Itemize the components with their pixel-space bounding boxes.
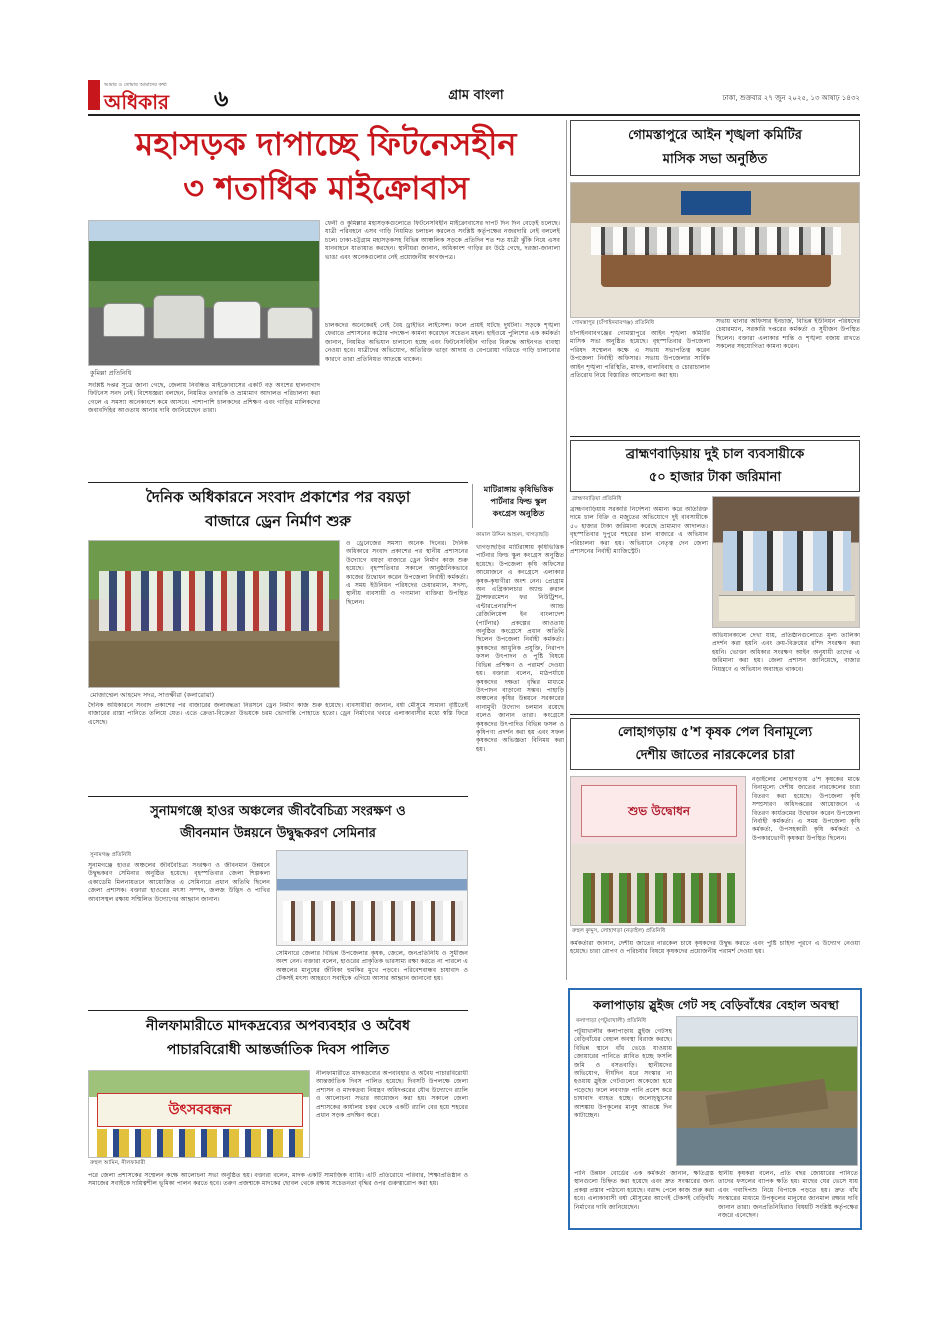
page-number: ৬ (214, 87, 229, 112)
haor-headline-line2: জীবনমান উন্নয়নে উদ্বুদ্ধকরণ সেমিনার (180, 826, 376, 841)
kalapara-photo (676, 1016, 858, 1166)
gomosta-headline-line1: গোমস্তাপুরে আইন শৃঙ্খলা কমিটির (628, 128, 802, 143)
lohagara-headline-line1: লোহাগড়ায় ৫'শ কৃষক পেল বিনামূল্যে (617, 725, 813, 740)
nilphamari-photo-caption: রুহুল আমিন, নীলফামারী (90, 1160, 146, 1166)
lead-body-col1: ফেনী ও কুমিল্লার মহাসড়কগুলোতে ফিটনেসবিহীন মাইক্রোবাসের দাপট দিন দিন বেড়েই চলেছে। যাত্রী পরিবহনে এসব গাড়ি নিয়মিত চলাচল করলেও সংশ্লিষ্ট কর্তৃপক্ষের নজরদারি নেই বললেই চলে। ঢাকা-চট্টগ্রাম মহাসড়কসহ বিভিন্ন আঞ্চলিক সড়কে প্রতিদিন শত শত যাত্রী ঝুঁকি নিয়ে এসব যানবাহনে যাতায়াত করছেন। স্থানীয়রা জানান, অধিকাংশ গাড়ির রং উঠে গেছে, দরজা-জানালা ভাঙা এবং অনেকগুলোর নেই প্রয়োজনীয় কাগজপত্র। (325, 220, 560, 261)
drain-headline-line1: দৈনিক অধিকারনে সংবাদ প্রকাশের পর বয়ড়া (145, 488, 411, 506)
officials (723, 531, 851, 591)
brahman-photo (712, 496, 860, 628)
haor-byline: সুনামগঞ্জ প্রতিনিধি (90, 852, 131, 858)
gomosta-body-col1: চাঁপাইনবাবগঞ্জের গোমস্তাপুরে আইন শৃঙ্খলা কমিটির মাসিক সভা অনুষ্ঠিত হয়েছে। বৃহস্পতিবার উপজেলা পরিষদ সম্মেলন কক্ষে এ সভায় সভাপতিত্ব করেন উপজেলা নির্বাহী অফিসার। সভায় উপজেলার সার্বিক আইন শৃঙ্খলা পরিস্থিতি, মাদক, বাল্যবিবাহ ও চোরাচালান প্রতিরোধ নিয়ে বিস্তারিত আলোচনা করা হয়। (570, 330, 710, 380)
rice-sacks (719, 595, 855, 621)
nilphamari-photo (88, 1070, 310, 1158)
lead-body-col2: চালকদের অনেকেরই নেই বৈধ ড্রাইভিং লাইসেন্স। ফলে প্রায়ই ঘটছে দুর্ঘটনা। সড়কে শৃঙ্খলা ফেরাতে প্রশাসনের কঠোর পদক্ষেপ কামনা করেছেন সচেতন মহল। হাইওয়ে পুলিশের এক কর্মকর্তা জানান, নিয়মিত অভিযান চালানো হচ্ছে এবং ফিটনেসবিহীন গাড়ির বিরুদ্ধে আইনগত ব্যবস্থা নেওয়া হবে। যাত্রীদের অভিযোগ, অতিরিক্ত ভাড়া আদায় ও বেপরোয়া গতিতে গাড়ি চালানোর কারণে তারা প্রতিনিয়ত আতঙ্কে থাকেন। (325, 322, 560, 363)
lead-photo (88, 220, 320, 366)
brahman-body-col2: অভিযানকালে দেখা যায়, প্রতিষ্ঠানগুলোতে মূল্য তালিকা প্রদর্শন করা হয়নি এবং ক্রয়-বিক্রয়ের রশিদ সংরক্ষণ করা হয়নি। ভোক্তা অধিকার সংরক্ষণ আইন অনুযায়ী তাদের এ জরিমানা করা হয়। জেলা প্রশাসন জানিয়েছে, বাজার নিয়ন্ত্রণে এ অভিযান অব্যাহত থাকবে। (712, 632, 860, 673)
matiranga-headline-line3: কংগ্রেস অনুষ্ঠিত (492, 509, 545, 518)
rally-people (97, 1129, 303, 1157)
lohagara-headline-line2: দেশীয় জাতের নারকেলের চারা (635, 748, 795, 763)
haor-bottom-rule (88, 1010, 468, 1011)
kalapara-body-col1: পটুয়াখালীর কলাপাড়ায় স্লুইজ গেটসহ বেড়িবাঁধের বেহাল অবস্থা বিরাজ করছে। বিভিন্ন স্থানে বাঁধ ভেঙে যাওয়ায় জোয়ারের পানিতে প্লাবিত হচ্ছে ফসলি জমি ও বসতবাড়ি। স্থানীয়দের অভিযোগ, দীর্ঘদিন ধরে সংস্কার না হওয়ায় স্লুইজ গেটগুলো অকেজো হয়ে পড়েছে। ফলে লবণাক্ত পানি প্রবেশ করে চাষাবাদ ব্যাহত হচ্ছে। জলোচ্ছ্বাসের আশঙ্কায় উপকূলের মানুষ আতঙ্কে দিন কাটাচ্ছেন। (574, 1028, 672, 1120)
brahman-headline-line1: ব্রাহ্মণবাড়িয়ায় দুই চাল ব্যবসায়ীকে (625, 447, 805, 462)
lead-bottom-rule (88, 482, 468, 483)
gomosta-photo-caption: গোমস্তাপুর (চাঁপাইনবাবগঞ্জ) প্রতিনিধি (572, 320, 654, 326)
meeting-people (591, 227, 841, 255)
haor-photo (276, 850, 468, 946)
brahman-bottom-rule (570, 714, 860, 715)
gomosta-headline-line2: মাসিক সভা অনুষ্ঠিত (662, 152, 768, 167)
haor-headline-line1: সুনামগঞ্জে হাওর অঞ্চলের জীববৈচিত্র্য সংরক্ষণ ও (150, 804, 406, 819)
gomosta-body-col2: সভায় থানার অফিসার ইনচার্জ, বিভিন্ন ইউনিয়ন পরিষদের চেয়ারম্যান, সরকারি দপ্তরের কর্মকর্তা ও সুধীজন উপস্থিত ছিলেন। বক্তারা এলাকার শান্তি ও শৃঙ্খলা বজায় রাখতে সকলের সহযোগিতা কামনা করেন। (716, 318, 860, 351)
coconut-seedlings (583, 873, 735, 923)
trees (89, 241, 320, 281)
drain-photo (88, 540, 340, 688)
lead-headline-line1: মহাসড়ক দাপাচ্ছে ফিটনেসহীন (135, 125, 517, 163)
lohagara-banner (581, 785, 737, 837)
nilphamari-headline-line2: পাচারবিরোধী আন্তর্জাতিক দিবস পালিত (166, 1042, 390, 1058)
gomosta-head-box (570, 120, 860, 176)
kalapara-headline: কলাপাড়ায় স্লুইজ গেট সহ বেড়িবাঁধের বেহাল অবস্থা (593, 998, 839, 1012)
masthead (88, 78, 860, 114)
nilphamari-banner-text: উৎসববন্ধন (168, 1102, 232, 1118)
lohagara-photo (570, 776, 746, 926)
drain-headline-line2: বাজারে ড্রেন নির্মাণ শুরু (205, 512, 351, 530)
gomosta-photo (570, 182, 860, 318)
lead-body-col3: সংশ্লিষ্ট দপ্তর সূত্রে জানা গেছে, জেলায় নিবন্ধিত মাইক্রোবাসের একটি বড় অংশের হালনাগাদ ফিটনেস সনদ নেই। বিশেষজ্ঞরা বলছেন, নিয়মিত তদারকি ও ভ্রাম্যমাণ আদালত পরিচালনা করা গেলে এ সমস্যা অনেকাংশে কমে আসবে। পাশাপাশি চালকদের প্রশিক্ষণ এবং গাড়ির মালিকদের জবাবদিহির আওতায় আনার দাবি জানিয়েছেন তারা। (88, 382, 320, 415)
microbus-1 (103, 303, 145, 337)
lohagara-photo-caption: রুহুল কুদ্দুস, লোহাগড়া (নড়াইল) প্রতিনিধি (572, 928, 666, 934)
crowd (99, 571, 329, 631)
lohagara-banner-text: শুভ উদ্বোধন (627, 804, 691, 818)
audience (283, 901, 463, 941)
column-divider-left (566, 120, 567, 980)
haor-body-col2: সেমিনারে জেলার বিভিন্ন উপজেলার কৃষক, জেলে, জনপ্রতিনিধি ও সুধীজন অংশ নেন। বক্তারা বলেন, হাওরের প্রাকৃতিক ভারসাম্য রক্ষা করতে না পারলে এ অঞ্চলের মানুষের জীবিকা হুমকির মুখে পড়বে। পরিবেশবান্ধব চাষাবাদ ও টেকসই মৎস্য আহরণে সবাইকে এগিয়ে আসার আহ্বান জানানো হয়। (276, 950, 468, 983)
brahman-headline-line2: ৫০ হাজার টাকা জরিমানা (648, 470, 782, 485)
matiranga-box (472, 484, 564, 528)
logo-mark (88, 80, 100, 110)
microbus-3 (213, 301, 261, 339)
section-title: গ্রাম বাংলা (448, 88, 504, 103)
kalapara-byline: কলাপাড়া (পটুয়াখালী) প্রতিনিধি (576, 1018, 646, 1024)
nilphamari-banner (97, 1093, 303, 1127)
kalapara-body-col2: পানি উন্নয়ন বোর্ডের এক কর্মকর্তা জানান, ক্ষতিগ্রস্ত স্থানগুলো চিহ্নিত করা হয়েছে এবং দ্রুত সংস্কারের জন্য প্রকল্প প্রস্তাব পাঠানো হয়েছে। বরাদ্দ পেলে কাজ শুরু করা হবে। এলাকাবাসী বর্ষা মৌসুমের আগেই টেকসই বেড়িবাঁধ নির্মাণের দাবি জানিয়েছেন। (574, 1170, 714, 1211)
nilphamari-body-col1: নীলফামারীতে মাদকদ্রব্যের অপব্যবহার ও অবৈধ পাচারবিরোধী আন্তর্জাতিক দিবস পালিত হয়েছে। দিবসটি উপলক্ষে জেলা প্রশাসন ও মাদকদ্রব্য নিয়ন্ত্রণ অধিদপ্তরের যৌথ উদ্যোগে র‍্যালি ও আলোচনা সভার আয়োজন করা হয়। সকালে জেলা প্রশাসকের কার্যালয় চত্বর থেকে একটি র‍্যালি বের হয়ে শহরের প্রধান সড়ক প্রদক্ষিণ করে। (316, 1070, 468, 1120)
broken-embankment (705, 1079, 828, 1125)
haor-body-col1: সুনামগঞ্জে হাওর অঞ্চলের জীববৈচিত্র্য সংরক্ষণ ও জীবনমান উন্নয়নে উদ্বুদ্ধকরণ সেমিনার অনুষ্ঠিত হয়েছে। বৃহস্পতিবার জেলা শিল্পকলা একাডেমি মিলনায়তনে আয়োজিত এ সেমিনারে প্রধান অতিথি ছিলেন জেলা প্রশাসক। বক্তারা হাওরের মৎস্য সম্পদ, জলজ উদ্ভিদ ও পাখির আবাসস্থল রক্ষায় সম্মিলিত উদ্যোগের আহ্বান জানান। (88, 862, 270, 903)
meeting-banner (681, 191, 751, 215)
matiranga-headline-line2: পার্টনার ফিল্ড স্কুল (490, 497, 547, 506)
drain-photo-caption: মোজাম্মেল আহমেদ সদর, সাতক্ষীরা (কলারোয়া) (90, 691, 215, 699)
nilphamari-headline-line1: নীলফামারীতে মাদকদ্রব্যের অপব্যবহার ও অবৈধ (145, 1018, 411, 1034)
brahman-body-col1: ব্রাহ্মণবাড়িয়ায় সরকারি নির্দেশনা অমান্য করে অতিরিক্ত দামে চাল বিক্রি ও মজুতের অভিযোগে দুই ব্যবসায়ীকে ৫০ হাজার টাকা জরিমানা করেছে ভ্রাম্যমাণ আদালত। বৃহস্পতিবার দুপুরে শহরের চাল বাজারে এ অভিযান পরিচালনা করা হয়। অভিযানে নেতৃত্ব দেন জেলা প্রশাসনের নির্বাহী ম্যাজিস্ট্রেট। (570, 506, 708, 556)
kalapara-body-col3: স্থানীয় কৃষকরা বলেন, প্রতি বছর জোয়ারের পানিতে তাদের ফসলের ব্যাপক ক্ষতি হয়। মাছের ঘের ভেসে যায় এবং গবাদিপশু নিয়ে বিপাকে পড়তে হয়। দ্রুত বাঁধ সংস্কারের মাধ্যমে উপকূলের মানুষের জানমাল রক্ষার দাবি জানান তারা। জনপ্রতিনিধিরাও বিষয়টি সংশ্লিষ্ট কর্তৃপক্ষের নজরে এনেছেন। (718, 1170, 858, 1220)
drain-bottom-rule (88, 796, 468, 797)
microbus-4 (267, 307, 313, 339)
ground (89, 641, 340, 688)
logo-text: অধিকার (104, 90, 170, 114)
matiranga-byline: কামাল উদ্দিন আহমদ, খাগড়াছড়ি (476, 532, 549, 538)
nilphamari-body-col2: পরে জেলা প্রশাসকের সম্মেলন কক্ষে আলোচনা সভা অনুষ্ঠিত হয়। বক্তারা বলেন, মাদক একটি সামাজিক ব্যাধি। এটি প্রতিরোধে পরিবার, শিক্ষাপ্রতিষ্ঠান ও সমাজের সবাইকে দায়িত্বশীল ভূমিকা পালন করতে হবে। তরুণ প্রজন্মকে মাদকের ছোবল থেকে রক্ষায় সচেতনতা বৃদ্ধির ওপর গুরুত্বারোপ করা হয়। (88, 1172, 468, 1188)
logo-tagline: আমার ও তোমার আমাদের কথা (104, 82, 167, 88)
gomosta-bottom-rule (570, 436, 860, 437)
lohagara-body-col2: কর্মকর্তারা জানান, দেশীয় জাতের নারকেল চাষে কৃষকদের উদ্বুদ্ধ করতে এবং পুষ্টি চাহিদা পূরণে এ উদ্যোগ নেওয়া হয়েছে। চারা রোপণ ও পরিচর্যার বিষয়ে কৃষকদের প্রয়োজনীয় পরামর্শ দেওয়া হয়। (570, 940, 860, 956)
matiranga-body: খাগড়াছড়ির মাটিরাঙ্গায় কৃষিভিত্তিক পার্টনার ফিল্ড স্কুল কংগ্রেস অনুষ্ঠিত হয়েছে। উপজেলা কৃষি অফিসের আয়োজনে এ কংগ্রেসে এলাকার কৃষক-কৃষাণীরা অংশ নেন। প্রোগ্রাম অন এগ্রিকালচার অ্যান্ড রুরাল ট্রান্সফরমেশন ফর নিউট্রিশন, এন্টারপ্রেনারশিপ অ্যান্ড রেজিলিয়েন্স ইন বাংলাদেশ (পার্টনার) প্রকল্পের আওতায় অনুষ্ঠিত কংগ্রেসে প্রধান অতিথি ছিলেন উপজেলা নির্বাহী কর্মকর্তা। কৃষকদের আধুনিক প্রযুক্তি, নিরাপদ ফসল উৎপাদন ও পুষ্টি বিষয়ে বিভিন্ন প্রশিক্ষণ ও পরামর্শ দেওয়া হয়। বক্তারা বলেন, মাঠপর্যায়ে কৃষকদের দক্ষতা বৃদ্ধির মাধ্যমে উৎপাদন বাড়ানো সম্ভব। পাহাড়ি অঞ্চলের কৃষির উন্নয়নে সরকারের নানামুখী উদ্যোগ চলমান রয়েছে বলেও জানান তারা। কংগ্রেসে কৃষকদের উৎপাদিত বিভিন্ন ফসল ও কৃষিপণ্য প্রদর্শন করা হয় এবং সফল কৃষকদের অভিজ্ঞতা বিনিময় করা হয়। (476, 544, 564, 753)
microbus-2 (153, 295, 205, 339)
meeting-table (601, 253, 831, 287)
lead-headline-line2: ৩ শতাধিক মাইক্রোবাস (183, 169, 469, 207)
date-line: ঢাকা, শুক্রবার ২৭ জুন ২০২৫, ১৩ আষাঢ় ১৪৩২ (722, 94, 860, 102)
matiranga-headline-line1: মাটিরাঙ্গায় কৃষিভিত্তিক (483, 485, 554, 494)
lead-photo-caption: কুমিল্লা প্রতিনিধি (90, 369, 132, 377)
lohagara-body-col1: নড়াইলের লোহাগড়ায় ৫'শ কৃষকের মাঝে বিনামূল্যে দেশীয় জাতের নারকেলের চারা বিতরণ করা হয়েছে। উপজেলা কৃষি সম্প্রসারণ অধিদপ্তরের আয়োজনে এ বিতরণ কার্যক্রমের উদ্বোধন করেন উপজেলা নির্বাহী কর্মকর্তা। এ সময় উপজেলা কৃষি কর্মকর্তা, উপসহকারী কৃষি কর্মকর্তা ও উপকারভোগী কৃষকরা উপস্থিত ছিলেন। (752, 776, 860, 842)
brahman-byline: ব্রাহ্মণবাড়িয়া প্রতিনিধি (572, 496, 622, 502)
lohagara-head-box (570, 718, 860, 770)
drain-body-col1: ও ড্রেনেজের সমস্যা অনেক দিনের। দৈনিক অধিকারে সংবাদ প্রকাশের পর স্থানীয় প্রশাসনের উদ্যোগে বয়ড়া বাজারে ড্রেন নির্মাণ কাজ শুরু হয়েছে। বৃহস্পতিবার সকালে আনুষ্ঠানিকভাবে কাজের উদ্বোধন করেন উপজেলা নির্বাহী কর্মকর্তা। এ সময় ইউনিয়ন পরিষদের চেয়ারম্যান, সদস্য, স্থানীয় ব্যবসায়ী ও গণ্যমান্য ব্যক্তিরা উপস্থিত ছিলেন। (346, 540, 468, 606)
brahman-head-box (570, 440, 860, 492)
masthead-rule (88, 114, 860, 116)
drain-body-col2: দৈনিক অধিকারনে সংবাদ প্রকাশের পর বাজারের জলাবদ্ধতা নিরসনে ড্রেন নির্মাণ কাজ শুরু হয়েছে। ব্যবসায়ীরা জানান, বর্ষা মৌসুমে সামান্য বৃষ্টিতেই বাজারের রাস্তা পানিতে তলিয়ে যেত। এতে ক্রেতা-বিক্রেতা উভয়কে চরম ভোগান্তি পোহাতে হতো। ড্রেন নির্মাণের খবরে এলাকাবাসীর মধ্যে স্বস্তি ফিরে এসেছে। (88, 702, 468, 726)
